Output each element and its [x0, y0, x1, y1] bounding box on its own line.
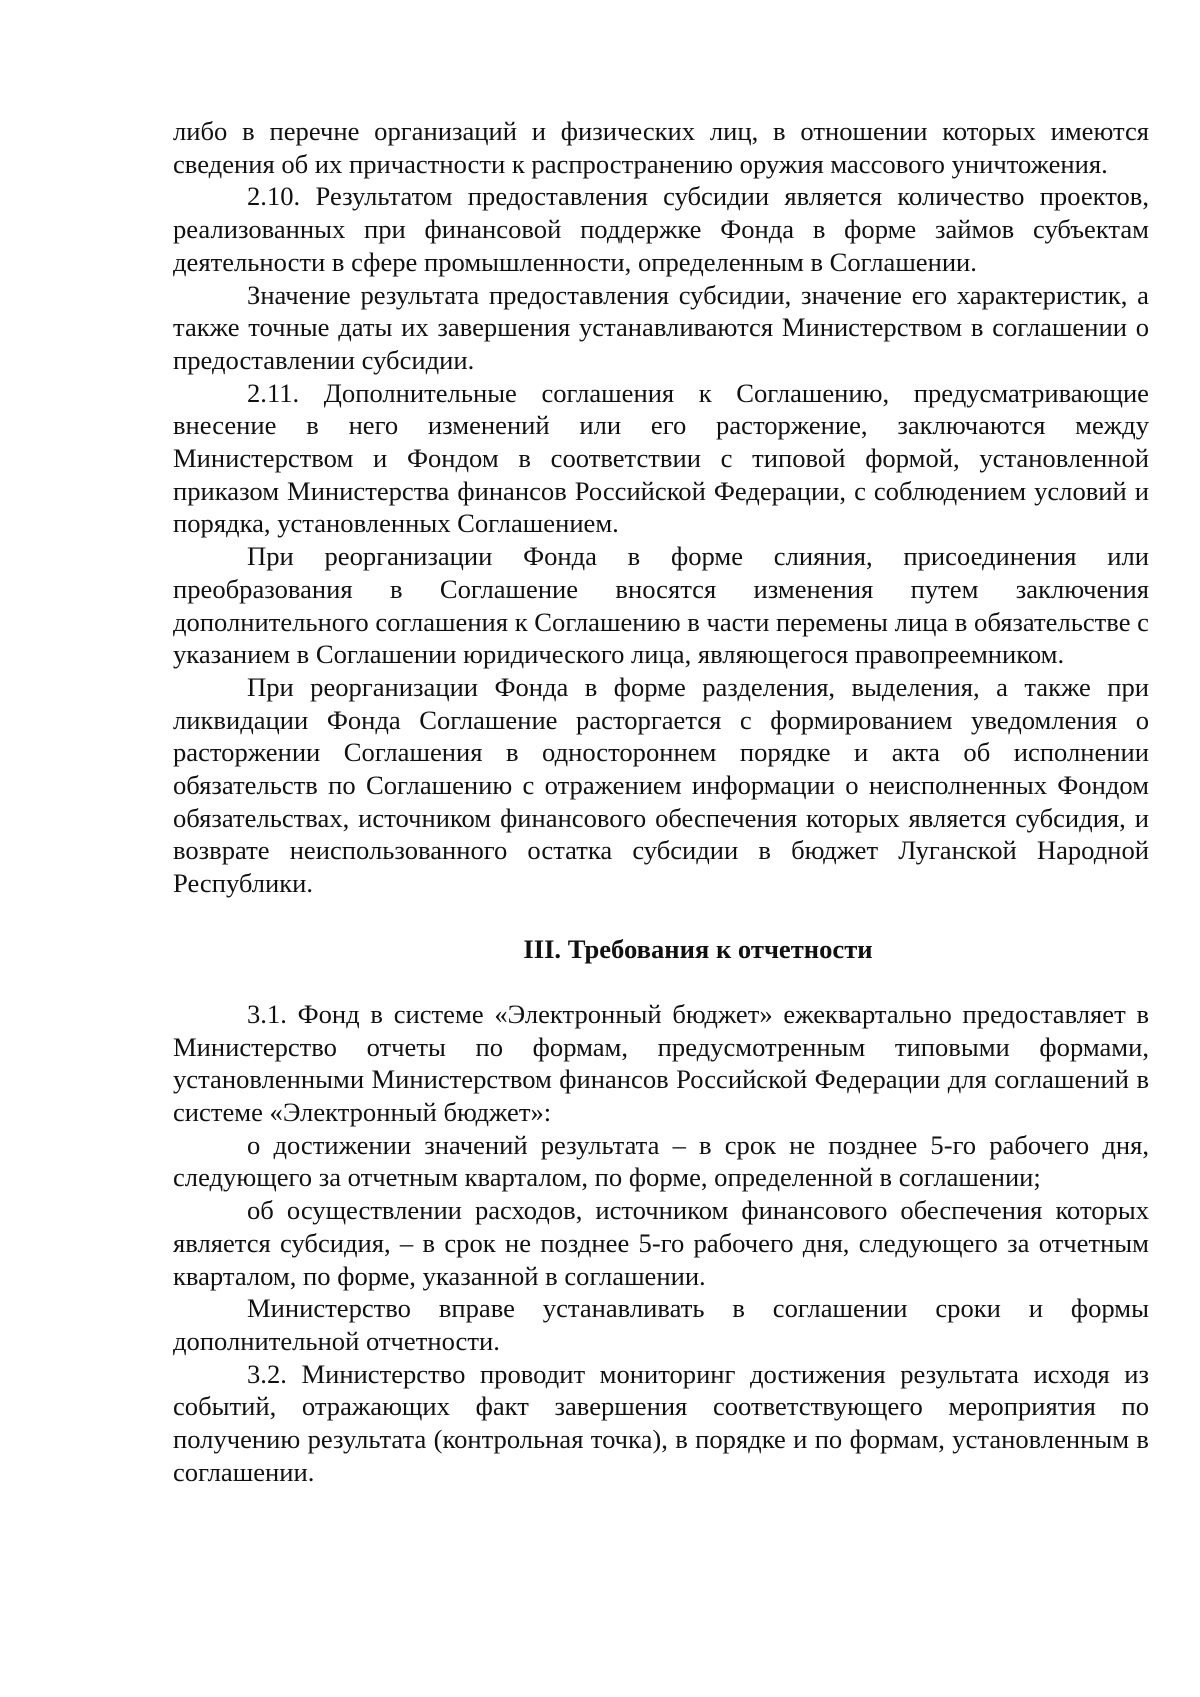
paragraph-3-1: 3.1. Фонд в системе «Электронный бюджет» ежеквартально предоставляет в Министерство отчеты по формам, предусмотренным типовыми формами, установленными Министерством финансов Российской Федерации для соглашений в системе «Электронный бюджет»:	[173, 998, 1149, 1128]
section-heading: III. Требования к отчетности	[523, 933, 873, 964]
paragraph-reorganization-division: При реорганизации Фонда в форме разделения, выделения, а также при ликвидации Фонда Соглашение расторгается с формированием уведомления о расторжении Соглашения в одностороннем порядке и акта об исполнении обязательств по Соглашению с отражением информации о неисполненных Фондом обязательствах, источником финансового обеспечения которых является субсидия, и возврате неиспользованного остатка субсидии в бюджет Луганской Народной Республики.	[173, 671, 1149, 899]
paragraph-3-2: 3.2. Министерство проводит мониторинг достижения результата исходя из событий, отражающих факт завершения соответствующего мероприятия по получению результата (контрольная точка), в порядке и по формам, установленным в соглашении.	[173, 1358, 1149, 1487]
paragraph-additional-reporting: Министерство вправе устанавливать в соглашении сроки и формы дополнительной отчетности.	[173, 1293, 1149, 1356]
paragraph-continuation: либо в перечне организаций и физических лиц, в отношении которых имеются сведения об их причастности к распространению оружия массового уничтожения.	[173, 116, 1149, 179]
spacer	[173, 965, 1149, 998]
paragraph-2-10: 2.10. Результатом предоставления субсидии является количество проектов, реализованных при финансовой поддержке Фонда в форме займов субъектам деятельности в сфере промышленности, определенным в Соглашении.	[173, 181, 1149, 277]
paragraph-report-expenses: об осуществлении расходов, источником финансового обеспечения которых является субсидия, – в срок не позднее 5-го рабочего дня, следующего за отчетным кварталом, по форме, указанной в соглашении.	[173, 1195, 1149, 1291]
paragraph-2-11: 2.11. Дополнительные соглашения к Соглашению, предусматривающие внесение в него изменений или его расторжение, заключаются между Министерством и Фондом в соответствии с типовой формой, установленной приказом Министерства финансов Российской Федерации, с соблюдением условий и порядка, установленных Соглашением.	[173, 377, 1149, 539]
paragraph-report-results: о достижении значений результата – в срок не позднее 5-го рабочего дня, следующего за отчетным кварталом, по форме, определенной в соглашении;	[173, 1129, 1149, 1193]
document-page	[173, 115, 1149, 1489]
spacer	[173, 900, 1149, 933]
paragraph-result-value: Значение результата предоставления субсидии, значение его характеристик, а также точные даты их завершения устанавливаются Министерством в соглашении о предоставлении субсидии.	[173, 279, 1149, 375]
paragraph-reorganization-merger: При реорганизации Фонда в форме слияния, присоединения или преобразования в Соглашение вносятся изменения путем заключения дополнительного соглашения к Соглашению в части перемены лица в обязательстве с указанием в Соглашении юридического лица, являющегося правопреемником.	[173, 541, 1149, 670]
